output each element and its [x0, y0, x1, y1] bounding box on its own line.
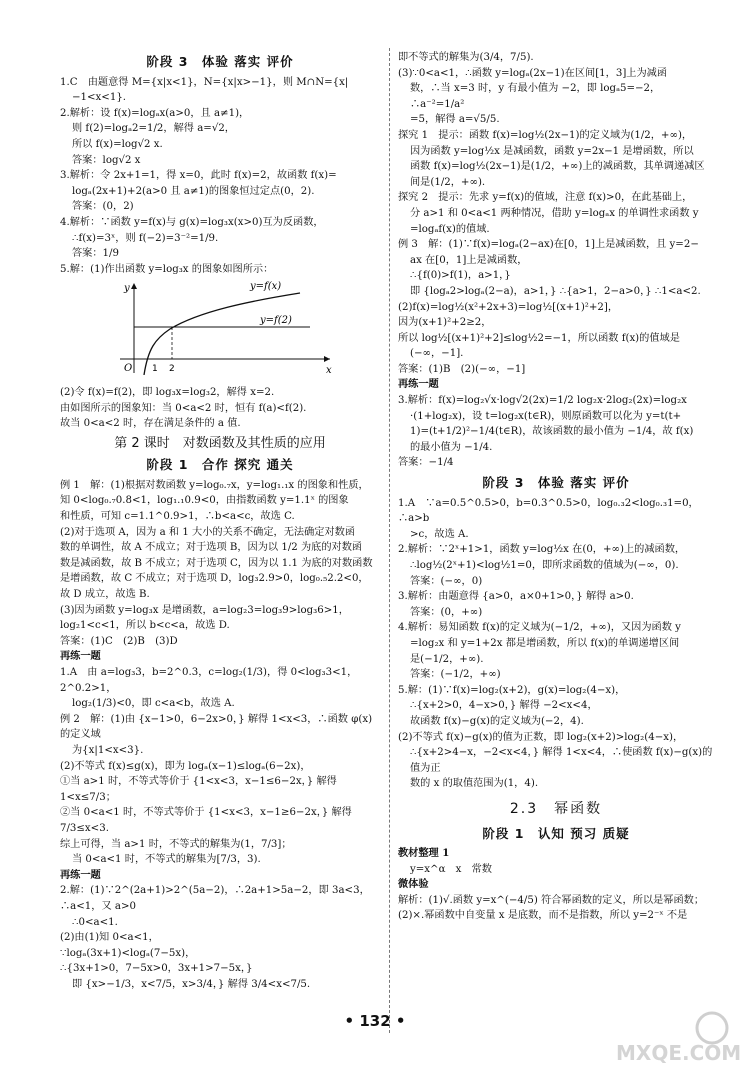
text-line: 所以 f(x)=log√2 x.	[72, 138, 163, 150]
watermark-circle	[697, 1013, 727, 1043]
answer-line: 答案：(1)C (2)B (3)D	[60, 635, 178, 647]
lesson-title: 第 2 课时 对数函数及其性质的应用	[114, 435, 326, 451]
answer-line: 答案：log√2 x	[72, 154, 141, 166]
text-line: 由如图所示的图象知：当 0<a<2 时，恒有 f(a)<f(2).	[60, 402, 307, 414]
text-line: ②当 0<a<1 时，不等式等价于 {1<x<3，x−1≥6−2x，} 解得 7/3≤x<3.	[60, 807, 352, 834]
text-line: ∴{x+2>0，4−x>0，} 解得 −2<x<4，	[410, 700, 598, 712]
text-line: 故当 0<a<2 时，存在满足条件的 a 值.	[60, 418, 241, 430]
text-line: 例 2 解：(1)由 {x−1>0，6−2x>0，} 解得 1<x<3，∴函数 φ(x)的定义域	[60, 713, 373, 741]
text-line: (2)f(x)=log½(x²+2x+3)=log½[(x+1)²+2]，	[398, 301, 619, 313]
answer-line: 答案：−1/4	[398, 457, 454, 469]
text-line: 5.解：(1)∵f(x)=log₂(x+2)，g(x)=log₂(4−x)，	[398, 684, 626, 696]
text-line: 因为(x+1)²+2≥2，	[398, 317, 492, 329]
text-line: 数是减函数，故 B 不成立；对于选项 C，因为以 1.1 为底的对数函数	[60, 557, 373, 569]
text-line: 则 f(2)=logₐ2=1/2，解得 a=√2，	[72, 123, 235, 135]
text-line: ∴{f(0)>f(1)，a>1，}	[410, 270, 511, 282]
text-line: ①当 a>1 时，不等式等价于 {1<x<3，x−1≤6−2x，} 解得 1<x≤7/3；	[60, 776, 337, 803]
text-line: =logₐf(x)的值域.	[410, 223, 490, 235]
text-line: (3)∵0<a<1，∴函数 y=logₐ(2x−1)在区间[1，3]上为减函	[398, 67, 668, 79]
practice-heading: 再练一题	[60, 868, 101, 881]
text-line: 分 a>1 和 0<a<1 两种情况，借助 y=logₐx 的单调性求函数 y	[410, 207, 699, 219]
text-line: ∴{3x+1>0，7−5x>0，3x+1>7−5x，}	[60, 963, 253, 975]
watermark-text: MXQE.COM	[616, 1041, 742, 1065]
text-line: (2)令 f(x)=f(2)，即 log₃x=log₃2，解得 x=2.	[60, 386, 275, 398]
text-line: 即不等式的解集为(3/4，7/5).	[398, 52, 534, 63]
text-line: 因为函数 y=log½x 是减函数，函数 y=2x−1 是增函数，所以	[410, 145, 694, 157]
text-line: 1.C 由题意得 M={x|x<1}，N={x|x>−1}，则 M∩N={x|	[60, 76, 349, 88]
stage-heading: 阶段 1 认知 预习 质疑	[482, 825, 630, 841]
section-title: 2.3 幂函数	[509, 800, 603, 817]
stage-heading: 阶段 1 合作 探究 通关	[146, 457, 294, 473]
line-label: y=f(2)	[260, 315, 292, 327]
watermark-logo	[612, 1010, 742, 1066]
text-line: 是增函数，故 C 不成立；对于选项 D，log₃2.9>0，log₀.₅2.2<0，	[60, 573, 369, 585]
text-line: 1.A 由 a=log₃3，b=2^0.3，c=log₂(1/3)，得 0<log₃3<1，2^0.2>1，	[60, 667, 358, 694]
text-line: 和性质，可知 c=1.1^0.9>1，∴b<a<c，故选 C.	[60, 511, 295, 523]
text-line: 数的单调性，故 A 不成立；对于选项 B，因为以 1/2 为底的对数函	[60, 542, 363, 554]
text-line: log₂1<c<1，所以 b<c<a，故选 D.	[60, 620, 230, 632]
text-line: ax 在[0，1]上是减函数，	[410, 254, 528, 266]
text-line: 1)=(t+1/2)²−1/4(t∈R)，故该函数的最小值为 −1/4，故 f(x)	[410, 426, 694, 438]
text-line: 探究 2 提示：先求 y=f(x)的值域，注意 f(x)>0，在此基础上，	[398, 192, 693, 204]
tick-label-2: 2	[169, 364, 175, 375]
text-line: 4.解析：∵函数 y=f(x)与 g(x)=log₃x(x>0)互为反函数，	[60, 216, 324, 228]
practice-heading: 再练一题	[398, 378, 439, 391]
text-line: ∴log½(2ˣ+1)<log½1=0，即所求函数的值域为(−∞，0).	[410, 560, 679, 571]
text-line: 2.解析：设 f(x)=logₐx(a>0，且 a≠1)，	[60, 107, 250, 119]
text-line: 4.解析：易知函数 f(x)的定义域为(−1/2，+∞)，又因为函数 y	[398, 622, 681, 634]
text-line: 的最小值为 −1/4.	[410, 441, 493, 453]
text-line: 2.解：(1)∵2^(2a+1)>2^(5a−2)，∴2a+1>5a−2，即 3a<3，∴a<1，又 a>0	[60, 885, 370, 912]
text-line: 当 0<a<1 时，不等式的解集为[7/3，3).	[72, 854, 261, 866]
text-line: 是(−1/2，+∞).	[410, 653, 484, 665]
x-axis-label: x	[326, 365, 332, 376]
right-column	[398, 50, 714, 924]
x-axis-arrow	[324, 356, 330, 362]
text-line: y=x^α x 常数	[410, 863, 492, 875]
text-line: 3.解析：由题意得 {a>0，a×0+1>0，} 解得 a>0.	[398, 591, 634, 603]
text-line: −1<x<1}.	[72, 92, 127, 104]
text-line: (3)因为函数 y=log₃x 是增函数，a=log₂3=log₃9>log₃6>1，	[60, 604, 349, 616]
curve-label: y=f(x)	[250, 281, 282, 293]
text-line: ∴{x+2>4−x，−2<x<4，} 解得 1<x<4，∴使函数 f(x)−g(x)的值为正	[410, 747, 713, 774]
text-line: (2)×.幂函数中自变量 x 是底数，而不是指数，所以 y=2⁻ˣ 不是	[398, 910, 688, 922]
page-number: • 132 •	[344, 1012, 406, 1030]
text-line: (2)不等式 f(x)≤g(x)，即为 logₐ(x−1)≤logₐ(6−2x)，	[60, 760, 311, 772]
answer-line: 答案：(0，2)	[72, 201, 134, 213]
text-line: 3.解析：f(x)=log₂√x·log√2(2x)=1/2 log₂x·2log₂(2x)=log₂x	[398, 395, 687, 407]
text-line: >c，故选 A.	[410, 528, 469, 540]
text-line: (2)由(1)知 0<a<1，	[60, 932, 159, 944]
subheading: 微体验	[398, 878, 429, 891]
text-line: ∴0<a<1.	[72, 916, 118, 928]
text-line: 综上可得，当 a>1 时，不等式的解集为(1，7/3]；	[60, 838, 292, 850]
answer-line: 答案：(1)B (2)(−∞，−1]	[398, 363, 526, 375]
stage-heading: 阶段 3 体验 落实 评价	[146, 54, 294, 69]
text-line: ∴f(x)=3ˣ，则 f(−2)=3⁻²=1/9.	[72, 232, 219, 244]
text-line: 间是(1/2，+∞).	[410, 176, 486, 188]
text-line: (2)不等式 f(x)−g(x)的值为正数，即 log₂(x+2)>log₂(4−x)，	[398, 731, 684, 743]
text-line: 为{x|1<x<3}.	[72, 744, 144, 756]
stage-heading: 阶段 3 体验 落实 评价	[482, 475, 630, 491]
text-line: 所以 log½[(x+1)²+2]≤log½2=−1，所以函数 f(x)的值域是	[398, 332, 680, 344]
text-line: logₐ(2x+1)+2(a>0 且 a≠1)的图象恒过定点(0，2).	[72, 185, 315, 197]
y-axis-arrow	[131, 283, 137, 289]
subheading: 教材整理 1	[398, 847, 450, 860]
left-column	[60, 50, 380, 992]
text-line: 故 D 成立，故选 B.	[60, 589, 150, 601]
text-line: (2)对于选项 A，因为 a 和 1 大小的关系不确定，无法确定对数函	[60, 526, 356, 538]
log-function-graph	[100, 279, 340, 375]
y-axis-label: y	[124, 283, 130, 295]
text-line: 3.解析：令 2x+1=1，得 x=0，此时 f(x)=2，故函数 f(x)=	[60, 170, 337, 182]
answer-line: 答案：1/9	[72, 248, 119, 260]
text-line: 5.解：(1)作出函数 y=log₃x 的图象如图所示：	[60, 263, 274, 275]
text-line: 1.A ∵a=0.5^0.5>0，b=0.3^0.5>0，log₀.₃2<log₀.₃1=0，∴a>b	[398, 497, 699, 525]
text-line: =5，解得 a=√5/5.	[410, 114, 500, 126]
tick-label-1: 1	[152, 364, 158, 375]
text-line: =log₂x 和 y=1+2x 都是增函数，所以 f(x)的单调递增区间	[410, 637, 680, 649]
text-line: 数的 x 的取值范围为(1，4).	[410, 778, 539, 790]
text-line: ·(1+log₂x)，设 t=log₂x(t∈R)，则原函数可以化为 y=t(t+	[410, 410, 682, 422]
column-divider	[389, 48, 390, 1033]
text-line: (−∞，−1].	[410, 348, 464, 360]
origin-label: O	[124, 363, 133, 375]
text-line: 2.解析：∵2ˣ+1>1，函数 y=log½x 在(0，+∞)上的减函数，	[398, 544, 686, 556]
text-line: 解析：(1)√.函数 y=x^(−4/5) 符合幂函数的定义，所以是幂函数；	[398, 894, 705, 906]
text-line: 故函数 f(x)−g(x)的定义域为(−2，4).	[410, 715, 584, 727]
answer-line: 答案：(0，+∞)	[410, 606, 483, 618]
text-line: 数，∴当 x=3 时，y 有最小值为 −2，即 logₐ5=−2，∴a⁻²=1/a²	[410, 83, 661, 110]
text-line: 函数 f(x)=log½(2x−1)是(1/2，+∞)上的减函数，其单调递减区	[410, 161, 705, 173]
text-line: 即 {logₐ2>logₐ(2−a)，a>1，} ∴{a>1，2−a>0，} ∴1<a<2.	[410, 285, 701, 297]
text-line: 例 3 解：(1)∵f(x)=logₐ(2−ax)在[0，1]上是减函数，且 y=2−	[398, 239, 699, 251]
text-line: 例 1 解：(1)根据对数函数 y=log₀.₇x，y=log₁.₁x 的图象和性质，	[60, 479, 369, 491]
text-line: log₂(1/3)<0，即 c<a<b，故选 A.	[72, 698, 235, 710]
text-line: 探究 1 提示：函数 f(x)=log½(2x−1)的定义域为(1/2，+∞)，	[398, 129, 693, 141]
log-curve	[144, 293, 300, 375]
text-line: 知 0<log₀.₇0.8<1，log₁.₁0.9<0，由指数函数 y=1.1ˣ 的图象	[60, 495, 349, 507]
answer-line: 答案：(−1/2，+∞)	[410, 669, 501, 681]
answer-line: 答案：(−∞，0)	[410, 575, 483, 587]
practice-heading: 再练一题	[60, 650, 101, 663]
text-line: 即 {x>−1/3，x<7/5，x>3/4，} 解得 3/4<x<7/5.	[72, 978, 311, 990]
text-line: ∵logₐ(3x+1)<logₐ(7−5x)，	[60, 947, 196, 959]
